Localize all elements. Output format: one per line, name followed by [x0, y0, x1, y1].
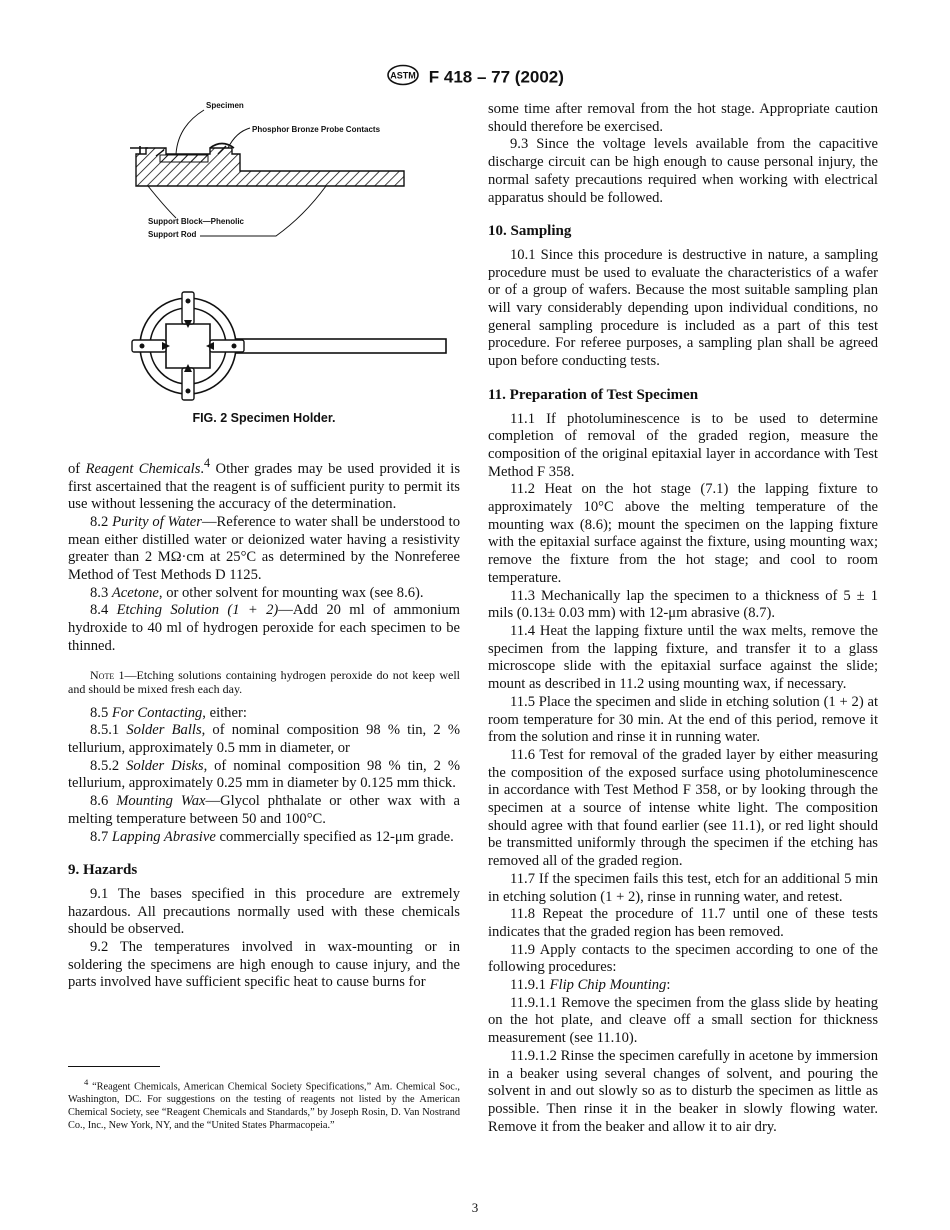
paragraph-11-9: 11.9 Apply contacts to the specimen according to one of the following procedures: — [488, 941, 878, 976]
page-number: 3 — [471, 1200, 479, 1215]
figure-specimen-holder — [68, 96, 460, 436]
paragraph-8-7: 8.7 Lapping Abrasive commercially specified as 12-μm grade. — [90, 828, 454, 845]
paragraph-11-9-1-1: 11.9.1.1 Remove the specimen from the glass slide by heating on the hot plate, and cleave off a small section for thickness measurement (see 11.10). — [488, 994, 878, 1047]
svg-text:ASTM: ASTM — [390, 70, 416, 81]
footnote-4: $^4$ “Reagent Chemicals, American Chemical Society Specifications,” Am. Chemical Soc., Washington, DC. For suggestions on the testing of reagents not listed by the American Chemical Society, see “Reagent Chemicals and Standards,” by Joseph Rosin, D. Van Nostrand Co., Inc., New York, NY, and the “United States Pharmacopeia.” — [68, 1077, 460, 1132]
section-heading-sampling: 10. Sampling — [488, 223, 572, 240]
paragraph-9-2-continuation: some time after removal from the hot stage. Appropriate caution should therefore be exercised. — [488, 101, 878, 135]
paragraph-11-2: 11.2 Heat on the hot stage (7.1) the lapping fixture to approximately 10°C above the melting temperature of the mounting wax (8.6); mount the specimen on the lapping fixture with the epitaxial surface against the fixture, using mounting wax; remove the fixture from the hot stage; and cool to room temperature. — [488, 481, 878, 586]
footnote-rule — [68, 1066, 160, 1067]
left-column — [68, 455, 460, 992]
label-probe-contacts: Phosphor Bronze Probe Contacts — [252, 125, 381, 134]
paragraph-11-8: 11.8 Repeat the procedure of 11.7 until one of these tests indicates that the graded region has been removed. — [488, 906, 878, 940]
paragraph-9-3: 9.3 Since the voltage levels available from the capacitive discharge circuit can be high enough to cause personal injury, the normal safety precautions required when working with electrical apparatus should be followed. — [488, 136, 878, 206]
label-support-rod: Support Rod — [148, 230, 197, 239]
paragraph-8-5-1: 8.5.1 Solder Balls, of nominal composition 98 % tin, 2 % tellurium, approximately 0.5 mm in diameter, or — [68, 722, 460, 756]
paragraph-8-2: 8.2 Purity of Water—Reference to water shall be understood to mean either distilled water or deionized water having a resistivity greater than 2 MΩ·cm at 25°C as determined by the Nonreferee Method of Test Methods D 1125. — [68, 513, 461, 584]
section-heading-hazards: 9. Hazards — [68, 862, 138, 879]
paragraph-11-1: 11.1 If photoluminescence is to be used to determine completion of removal of the graded region, measure the composition of the original epitaxial layer in accordance with Test Method F 358. — [488, 410, 878, 480]
paragraph-8-6: 8.6 Mounting Wax—Glycol phthalate or other wax with a melting temperature between 50 and 100°C. — [68, 793, 460, 827]
note-1: Note 1—Etching solutions containing hydrogen peroxide do not keep well and should be mixed fresh each day. — [68, 667, 460, 697]
paragraph-11-7: 11.7 If the specimen fails this test, etch for an additional 5 min in etching solution (1 + 2), rinse in running water, and retest. — [488, 870, 878, 905]
paragraph-8-4: 8.4 Etching Solution (1 + 2)—Add 20 ml of ammonium hydroxide to 40 ml of hydrogen peroxide for each specimen to be thinned. — [68, 602, 461, 654]
paragraph-reagent-continuation: of Reagent Chemicals.$^4$ Other grades may be used provided it is first ascertained that the reagent is of sufficient purity to permit its use without lessening the accuracy of the determination. — [68, 456, 460, 513]
top-view-diagram — [132, 292, 446, 400]
paragraph-11-3: 11.3 Mechanically lap the specimen to a thickness of 5 ± 1 mils (0.13± 0.03 mm) with 12-μm abrasive (8.7). — [488, 587, 878, 622]
paragraph-11-4: 11.4 Heat the lapping fixture until the wax melts, remove the specimen from the lapping fixture, and transfer it to a glass microscope slide with the epitaxial surface against the slide; mount as described in 11.2 using mounting wax, if necessary. — [488, 622, 878, 693]
label-support-block: Support Block—Phenolic — [148, 217, 245, 226]
paragraph-8-5-2: 8.5.2 Solder Disks, of nominal composition 98 % tin, 2 % tellurium, approximately 0.25 mm in diameter by 0.125 mm thick. — [68, 757, 460, 792]
paragraph-11-6: 11.6 Test for removal of the graded layer by either measuring the composition of the exposed surface using photoluminescence in accordance with Test Method F 358, or by looking through the specimen at a source of intense white light. The composition should agree with that found earlier (see 11.1), or red light should be transmitted uniformly through the specimen if the etching has removed all of the graded region. — [488, 746, 878, 870]
side-view-diagram — [130, 101, 404, 239]
astm-logo-icon — [386, 64, 420, 91]
label-specimen: Specimen — [206, 101, 244, 110]
paragraph-9-1: 9.1 The bases specified in this procedure are extremely hazardous. All precautions normally used with these chemicals should be observed. — [68, 885, 460, 938]
paragraph-10-1: 10.1 Since this procedure is destructive in nature, a sampling procedure must be used to evaluate the characteristics of a wafer or of a group of wafers. Because the most suitable sampling plan will vary considerably depending upon individual conditions, no general sampling procedure is included as a part of this test procedure. For referee purposes, a sampling plan shall be agreed upon before conducting tests. — [488, 246, 878, 370]
paragraph-9-2: 9.2 The temperatures involved in wax-mounting or in soldering the specimens are high enough to cause injury, and the parts involved have sufficient specific heat to cause burns for — [68, 939, 460, 991]
page-header — [0, 64, 950, 91]
paragraph-8-5: 8.5 For Contacting, either: — [90, 704, 247, 721]
paragraph-11-5: 11.5 Place the specimen and slide in etching solution (1 + 2) at room temperature for 30 min. At the end of this period, remove it from the solution and rinse it in running water. — [488, 693, 878, 746]
right-column — [488, 101, 878, 1136]
paragraph-11-9-1-2: 11.9.1.2 Rinse the specimen carefully in acetone by immersion in a beaker using several changes of solvent, and pouring the solvent in and out slowly so as to disturb the specimen as little as possible. Then rinse it in the beaker in slowly flowing water. Remove it from the beaker and allow it to air dry. — [488, 1047, 878, 1135]
figure-caption: FIG. 2 Specimen Holder. — [192, 411, 336, 425]
paragraph-11-9-1: 11.9.1 Flip Chip Mounting: — [510, 977, 671, 994]
document-designation: F 418 – 77 (2002) — [428, 67, 564, 87]
section-heading-preparation: 11. Preparation of Test Specimen — [488, 386, 699, 403]
paragraph-8-3: 8.3 Acetone, or other solvent for mounting wax (see 8.6). — [90, 584, 424, 601]
